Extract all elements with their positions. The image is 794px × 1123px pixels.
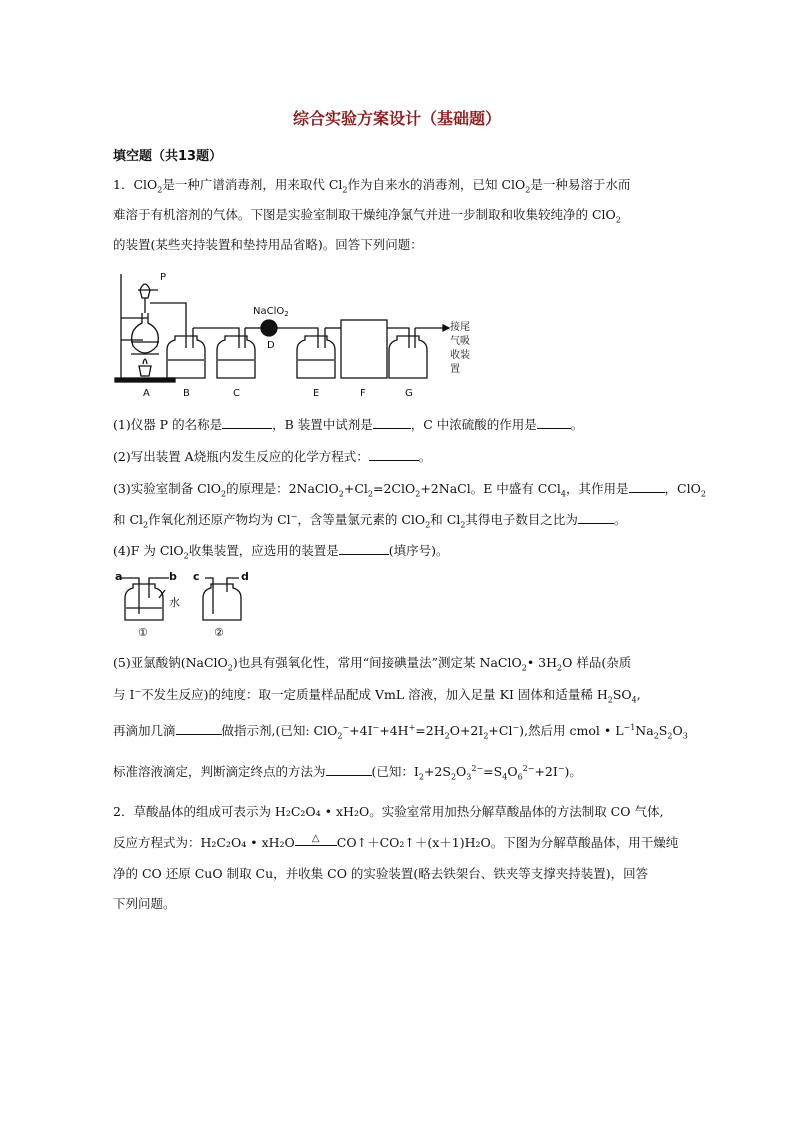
label-b: B <box>183 388 190 399</box>
label-water: 水 <box>169 596 180 609</box>
q2-line-3: 净的 CO 还原 CuO 制取 Cu，并收集 CO 的实验装置(略去铁架台、铁夹等支撑夹持装置)，回答 <box>113 866 649 881</box>
label-c: C <box>233 388 240 399</box>
label-c: c <box>193 570 200 583</box>
label-f: F <box>360 388 366 399</box>
label-one: ① <box>138 626 148 639</box>
q1-sub-3-line-1: (3)实验室制备 ClO$_2$的原理是：$2NaClO_2+Cl_2=2ClO_2+2NaCl$。E 中盛有 CCl$_4$，其作用是 ，ClO$_2$ <box>113 481 706 499</box>
q2-line-1: 2．草酸晶体的组成可表示为 H₂C₂O₄ • xH₂O。实验室常用加热分解草酸晶体的方法制取 CO 气体, <box>113 804 664 819</box>
label-e: E <box>313 388 320 399</box>
page-title: 综合实验方案设计（基础题） <box>292 109 501 128</box>
section-heading: 填空题（共13题） <box>113 149 223 164</box>
q1-line-1: 1．ClO$_2$是一种广谱消毒剂，用来取代 $Cl_2$作为自来水的消毒剂，已知 ClO$_2$是一种易溶于水而 <box>113 177 631 195</box>
apparatus-figure <box>113 268 493 403</box>
q1-sub-1: (1)仪器 P 的名称是 ，B 装置中试剂是 ，C 中浓硫酸的作用是 。 <box>113 417 584 432</box>
label-p: P <box>160 272 167 283</box>
label-naclo2: NaClO$_2$ <box>253 306 289 318</box>
label-two: ② <box>214 626 224 639</box>
label-b: b <box>169 570 177 583</box>
label-d: D <box>267 340 275 351</box>
collection-figure <box>113 568 273 640</box>
q1-sub-5-line-1: (5)亚氯酸钠(NaClO$_2$)也具有强氧化性，常用“间接碘量法”测定某 NaClO$_2$• $3H_2O$ 样品(杂质 <box>113 655 632 673</box>
q1-sub-2: (2)写出装置 A烧瓶内发生反应的化学方程式： 。 <box>113 449 432 464</box>
q1-sub-5-line-3: 再滴加几滴 做指示剂,(已知: $ClO_2^-+4I^-+4H^+=2H_2O+2I_2+Cl^-$),然后用 cmol • $L^{-1}Na_2S_2O_3$ <box>113 722 688 741</box>
q1-sub-5-line-4: 标准溶液滴定，判断滴定终点的方法为 (已知：$I_2+2S_2O_3^{2-}=S_4O_6^{2-}+2I^-$)。 <box>113 763 582 782</box>
label-tail-4: 置 <box>450 364 460 375</box>
label-tail-1: 接尾 <box>450 322 470 333</box>
q2-line-2: 反应方程式为：H₂C₂O₄ • xH₂O △ CO↑＋CO₂↑＋(x＋1)H₂O。下图为分解草酸晶体，用干燥纯 <box>113 833 679 850</box>
label-tail-2: 气吸 <box>450 336 470 347</box>
q1-sub-3-line-2: 和 $Cl_2$作氧化剂还原产物均为 Cl−，含等量氯元素的 ClO$_2$和 $Cl_2$其得电子数目之比为 。 <box>113 511 627 530</box>
label-g: G <box>405 388 413 399</box>
label-a: a <box>115 570 123 583</box>
q1-line-2: 难溶于有机溶剂的气体。下图是实验室制取干燥纯净氯气并进一步制取和收集较纯净的 ClO$_2$ <box>113 207 621 225</box>
heat-symbol: △ <box>295 833 337 846</box>
q1-sub-4: (4)F 为 ClO$_2$收集装置，应选用的装置是 (填序号)。 <box>113 543 449 561</box>
q1-sub-5-line-2: 与 I−不发生反应)的纯度：取一定质量样品配成 VmL 溶液，加入足量 KI 固体和适量稀 $H_2SO_4$, <box>113 686 641 705</box>
label-tail-3: 收装 <box>450 350 470 361</box>
q1-line-3: 的装置(某些夹持装置和垫持用品省略)。回答下列问题： <box>113 237 423 252</box>
label-a: A <box>143 388 150 399</box>
label-d: d <box>241 570 249 583</box>
q2-line-4: 下列问题。 <box>113 896 176 911</box>
